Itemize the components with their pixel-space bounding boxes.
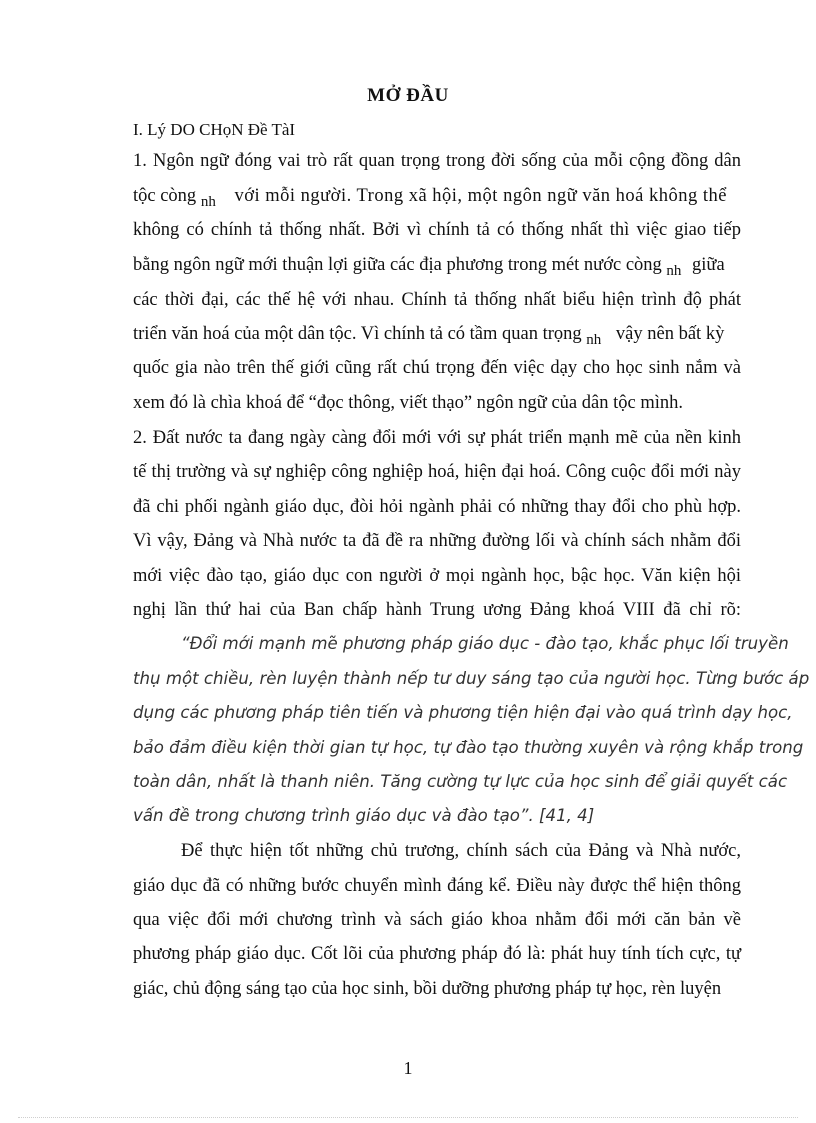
text-fragment: tộc còng	[133, 186, 197, 206]
text-fragment: vậy nên bất kỳ	[615, 324, 725, 344]
paragraph-2-line-3: đã chi phối ngành giáo dục, đòi hỏi ngành phải có những thay đổi cho phù hợp.	[133, 497, 741, 517]
paragraph-1-line-3: không có chính tả thống nhất. Bởi vì chính tả có thống nhất thì việc giao tiếp	[133, 220, 741, 240]
paragraph-2-line-5: mới việc đào tạo, giáo dục con người ở mọi ngành học, bậc học. Văn kiện hội	[133, 566, 741, 586]
subscript-fragment: nh	[200, 194, 216, 210]
paragraph-3-line-3: qua việc đổi mới chương trình và sách giáo khoa nhằm đổi mới căn bản về	[133, 910, 741, 930]
section-heading: I. Lý DO CHọN Đề TàI	[133, 120, 296, 139]
quote-line-3: dụng các phương pháp tiên tiến và phương tiện hiện đại vào quá trình dạy học,	[133, 703, 793, 722]
subscript-fragment: nh	[666, 263, 682, 279]
paragraph-1-line-4	[133, 250, 741, 280]
paragraph-1-line-7: quốc gia nào trên thế giới cũng rất chú trọng đến việc dạy cho học sinh nắm và	[133, 358, 741, 378]
quote-line-5: toàn dân, nhất là thanh niên. Tăng cường tự lực của học sinh để giải quyết các	[133, 772, 788, 791]
paragraph-1-line-5: các thời đại, các thế hệ với nhau. Chính tả thống nhất biểu hiện trình độ phát	[133, 290, 741, 310]
page-number: 1	[403, 1058, 413, 1078]
paragraph-3-line-4: phương pháp giáo dục. Cốt lõi của phương pháp đó là: phát huy tính tích cực, tự	[133, 944, 741, 964]
quote-line-4: bảo đảm điều kiện thời gian tự học, tự đào tạo thường xuyên và rộng khắp trong	[133, 738, 804, 757]
text-fragment: triển văn hoá của một dân tộc. Vì chính tả có tầm quan trọng	[133, 324, 582, 344]
paragraph-2-line-2: tế thị trường và sự nghiệp công nghiệp hoá, hiện đại hoá. Công cuộc đổi mới này	[133, 462, 741, 482]
text-fragment: bằng ngôn ngữ mới thuận lợi giữa các địa phương trong mét nước còng	[133, 255, 662, 275]
paragraph-2-line-4: Vì vậy, Đảng và Nhà nước ta đã đề ra những đường lối và chính sách nhằm đổi	[133, 531, 741, 551]
paragraph-3-line-5: giác, chủ động sáng tạo của học sinh, bồi dưỡng phương pháp tự học, rèn luyện	[133, 979, 722, 999]
quote-line-1: “Đổi mới mạnh mẽ phương pháp giáo dục - đào tạo, khắc phục lối truyền	[181, 634, 789, 653]
paragraph-3-line-1: Để thực hiện tốt những chủ trương, chính sách của Đảng và Nhà nước,	[181, 841, 741, 861]
page-title: MỞ ĐẦU	[367, 85, 449, 106]
quote-line-2: thụ một chiều, rèn luyện thành nếp tư duy sáng tạo của người học. Từng bước áp	[133, 669, 810, 688]
paragraph-3-line-2: giáo dục đã có những bước chuyển mình đáng kể. Điều này được thể hiện thông	[133, 876, 741, 896]
text-fragment: giữa	[692, 255, 725, 275]
paragraph-2-line-6: nghị lần thứ hai của Ban chấp hành Trung ương Đảng khoá VIII đã chỉ rõ:	[133, 600, 741, 620]
quote-line-6: vấn đề trong chương trình giáo dục và đào tạo”. [41, 4]	[133, 806, 595, 825]
subscript-fragment: nh	[586, 332, 602, 348]
paragraph-2-line-1: 2. Đất nước ta đang ngày càng đổi mới với sự phát triển mạnh mẽ của nền kinh	[133, 428, 741, 448]
paragraph-1-line-8: xem đó là chìa khoá để “đọc thông, viết thạo” ngôn ngữ của dân tộc mình.	[133, 393, 683, 413]
text-fragment: với mỗi người. Trong xã hội, một ngôn ngữ văn hoá không thể	[234, 186, 727, 206]
page-bottom-divider	[18, 1117, 798, 1118]
paragraph-1-line-2	[133, 181, 741, 211]
paragraph-1-line-1: 1. Ngôn ngữ đóng vai trò rất quan trọng trong đời sống của mỗi cộng đồng dân	[133, 151, 741, 171]
paragraph-1-line-6	[133, 319, 741, 349]
